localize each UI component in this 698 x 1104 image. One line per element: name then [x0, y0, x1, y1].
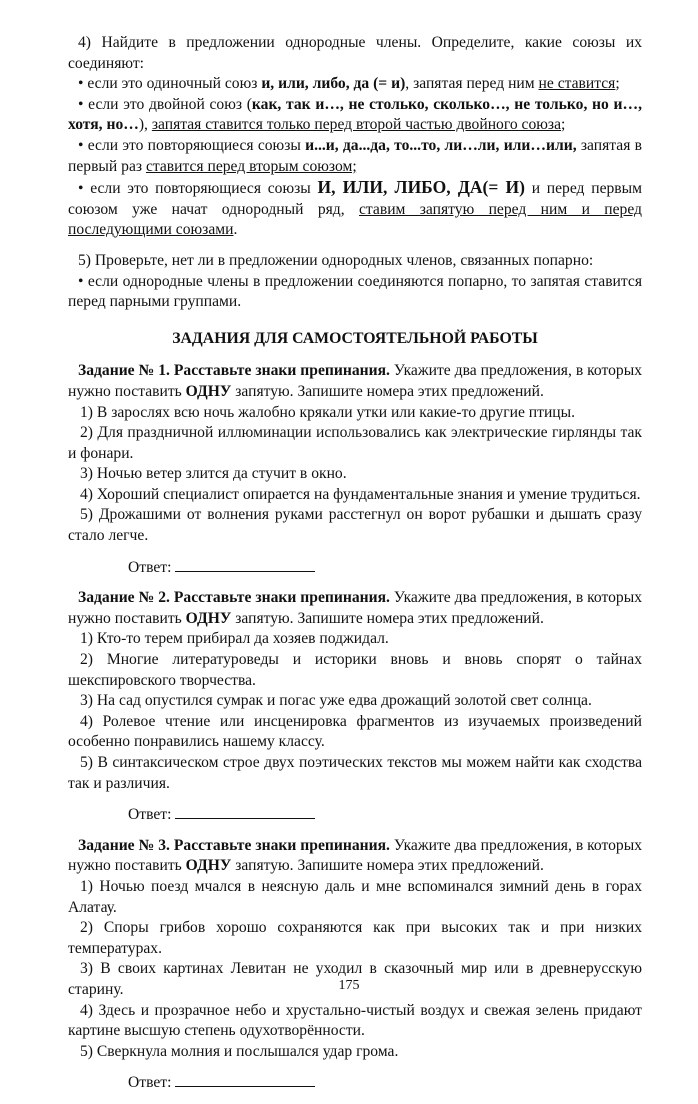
- exercise-sentence: [68, 1042, 642, 1063]
- exercise-sentence: [68, 753, 642, 794]
- text-run: запятая в первый раз: [68, 136, 642, 175]
- text-run: 1) Ночью поезд мчался в неясную даль и мне вспоминался зимний день в горах Алатау.: [68, 877, 642, 916]
- text-run: Укажите два предложения, в которых нужно поставить: [68, 362, 642, 400]
- answer-label: Ответ:: [128, 806, 172, 824]
- task-instruction: [68, 836, 642, 877]
- text-run: ОДНУ: [185, 857, 232, 875]
- text-run: Задание № 2. Расставьте знаки препинания.: [78, 589, 390, 607]
- text-run: .: [233, 221, 238, 239]
- text-run: 5) Сверкнула молния и послышался удар грома.: [80, 1042, 399, 1060]
- text-run: И, ИЛИ, ЛИБО, ДА(= И): [317, 177, 525, 198]
- text-run: 1) В зарослях всю ночь жалобно крякали утки или какие-то другие птицы.: [80, 403, 576, 421]
- answer-field: [128, 804, 642, 826]
- exercise-sentence: [68, 505, 642, 546]
- paragraph: [68, 33, 642, 74]
- text-run: ставится перед вторым союзом;: [145, 157, 357, 175]
- page-number: 175: [338, 978, 360, 993]
- exercise-sentence: [68, 691, 642, 712]
- text-run: 4) Найдите в предложении однородные члены. Определите, какие союзы их соединяют:: [68, 34, 642, 72]
- paragraph: [68, 74, 642, 95]
- exercise-sentence: [68, 403, 642, 424]
- text-run: • если однородные члены в предложении соединяются попарно, то запятая ставится перед парными группами.: [68, 272, 642, 311]
- exercise-sentence: [68, 485, 642, 506]
- exercise-sentence: [68, 650, 642, 691]
- text-run: запятую. Запишите номера этих предложений.: [231, 382, 544, 400]
- text-run: 3) На сад опустился сумрак и погас уже едва дрожащий золотой свет солнца.: [80, 692, 592, 710]
- text-run: 4) Здесь и прозрачное небо и хрустально-чистый воздух и свежая зелень придают картине высшую степень одухотворённости.: [68, 1001, 642, 1040]
- answer-blank-line[interactable]: [175, 557, 315, 572]
- text-run: 5) Дрожашими от волнения руками расстегнул он ворот рубашки и дышать сразу стало легче.: [68, 506, 642, 545]
- text-run: ;: [561, 116, 566, 134]
- text-run: • если это повторяющиеся союзы: [78, 180, 318, 198]
- text-run: 1) Кто-то терем прибирал да хозяев поджидал.: [80, 630, 389, 648]
- exercise-sentence: [68, 1001, 642, 1042]
- text-run: , запятая перед ним: [405, 75, 539, 93]
- text-run: запятую. Запишите номера этих предложений.: [231, 857, 544, 875]
- text-run: ставим запятую перед ним и перед последующими союзами: [68, 200, 642, 239]
- text-run: как, так и…, не столько, сколько…, не только, но и…, хотя, но…: [68, 95, 643, 134]
- document-body: [68, 33, 642, 1104]
- task-instruction: [68, 361, 642, 402]
- paragraph: [68, 272, 642, 313]
- answer-field: [128, 557, 642, 579]
- text-run: • если это двойной союз (: [78, 95, 252, 113]
- text-run: Задание № 3. Расставьте знаки препинания.: [78, 836, 390, 854]
- paragraph: [68, 177, 642, 241]
- answer-label: Ответ:: [128, 1074, 172, 1092]
- exercise-sentence: [68, 918, 642, 959]
- text-run: 5) В синтаксическом строе двух поэтических текстов мы можем найти как сходства так и различия.: [68, 754, 642, 792]
- text-run: запятую. Запишите номера этих предложений.: [231, 609, 544, 627]
- answer-field: [128, 1072, 642, 1094]
- paragraph: [68, 251, 642, 272]
- exercise-sentence: [68, 423, 642, 464]
- text-run: и, или, либо, да (= и): [261, 75, 406, 93]
- exercise-sentence: [68, 712, 642, 753]
- text-run: не ставится: [538, 75, 616, 93]
- task-instruction: [68, 588, 642, 629]
- paragraph: [68, 95, 642, 136]
- text-run: Укажите два предложения, в которых нужно поставить: [68, 836, 642, 875]
- exercise-sentence: [68, 877, 642, 918]
- text-run: ;: [615, 75, 620, 93]
- answer-label: Ответ:: [128, 558, 172, 576]
- text-run: 2) Споры грибов хорошо сохраняются как при высоких так и при низких температурах.: [68, 919, 642, 957]
- text-run: 3) В своих картинах Левитан не уходил в сказочный мир или в древнерусскую старину.: [68, 960, 642, 998]
- answer-blank-line[interactable]: [175, 804, 315, 819]
- text-run: • если это повторяющиеся союзы: [78, 136, 306, 154]
- text-run: и...и, да...да, то...то, ли…ли, или…или,: [305, 136, 577, 154]
- text-run: Укажите два предложения, в которых нужно поставить: [68, 589, 642, 627]
- text-run: ОДНУ: [185, 609, 232, 627]
- text-run: 5) Проверьте, нет ли в предложении однородных членов, связанных попарно:: [78, 251, 594, 269]
- text-run: 4) Хороший специалист опирается на фундаментальные знания и умение трудиться.: [80, 485, 641, 503]
- spacer: [68, 241, 642, 251]
- text-run: 4) Ролевое чтение или инсценировка фрагментов из изучаемых произведений особенно понравились нашему классу.: [68, 712, 642, 751]
- text-run: 3) Ночью ветер злится да стучит в окно.: [80, 465, 347, 483]
- exercise-sentence: [68, 464, 642, 485]
- text-run: 2) Многие литературоведы и историки вновь и вновь спорят о тайнах шекспировского творчества.: [68, 651, 642, 689]
- text-run: ЗАДАНИЯ ДЛЯ САМОСТОЯТЕЛЬНОЙ РАБОТЫ: [172, 329, 538, 347]
- text-run: запятая ставится только перед второй частью двойного союза: [151, 116, 561, 134]
- exercise-sentence: [68, 629, 642, 650]
- text-run: • если это одиночный союз: [78, 75, 262, 93]
- text-run: ОДНУ: [185, 382, 232, 400]
- text-run: 2) Для праздничной иллюминации использовались как электрические гирлянды так и фонари.: [68, 424, 642, 462]
- section-heading: [68, 329, 642, 350]
- paragraph: [68, 136, 642, 177]
- text-run: ),: [138, 116, 152, 134]
- answer-blank-line[interactable]: [175, 1072, 315, 1087]
- text-run: и перед первым союзом уже начат однородный ряд,: [68, 180, 642, 218]
- text-run: Задание № 1. Расставьте знаки препинания.: [78, 362, 390, 380]
